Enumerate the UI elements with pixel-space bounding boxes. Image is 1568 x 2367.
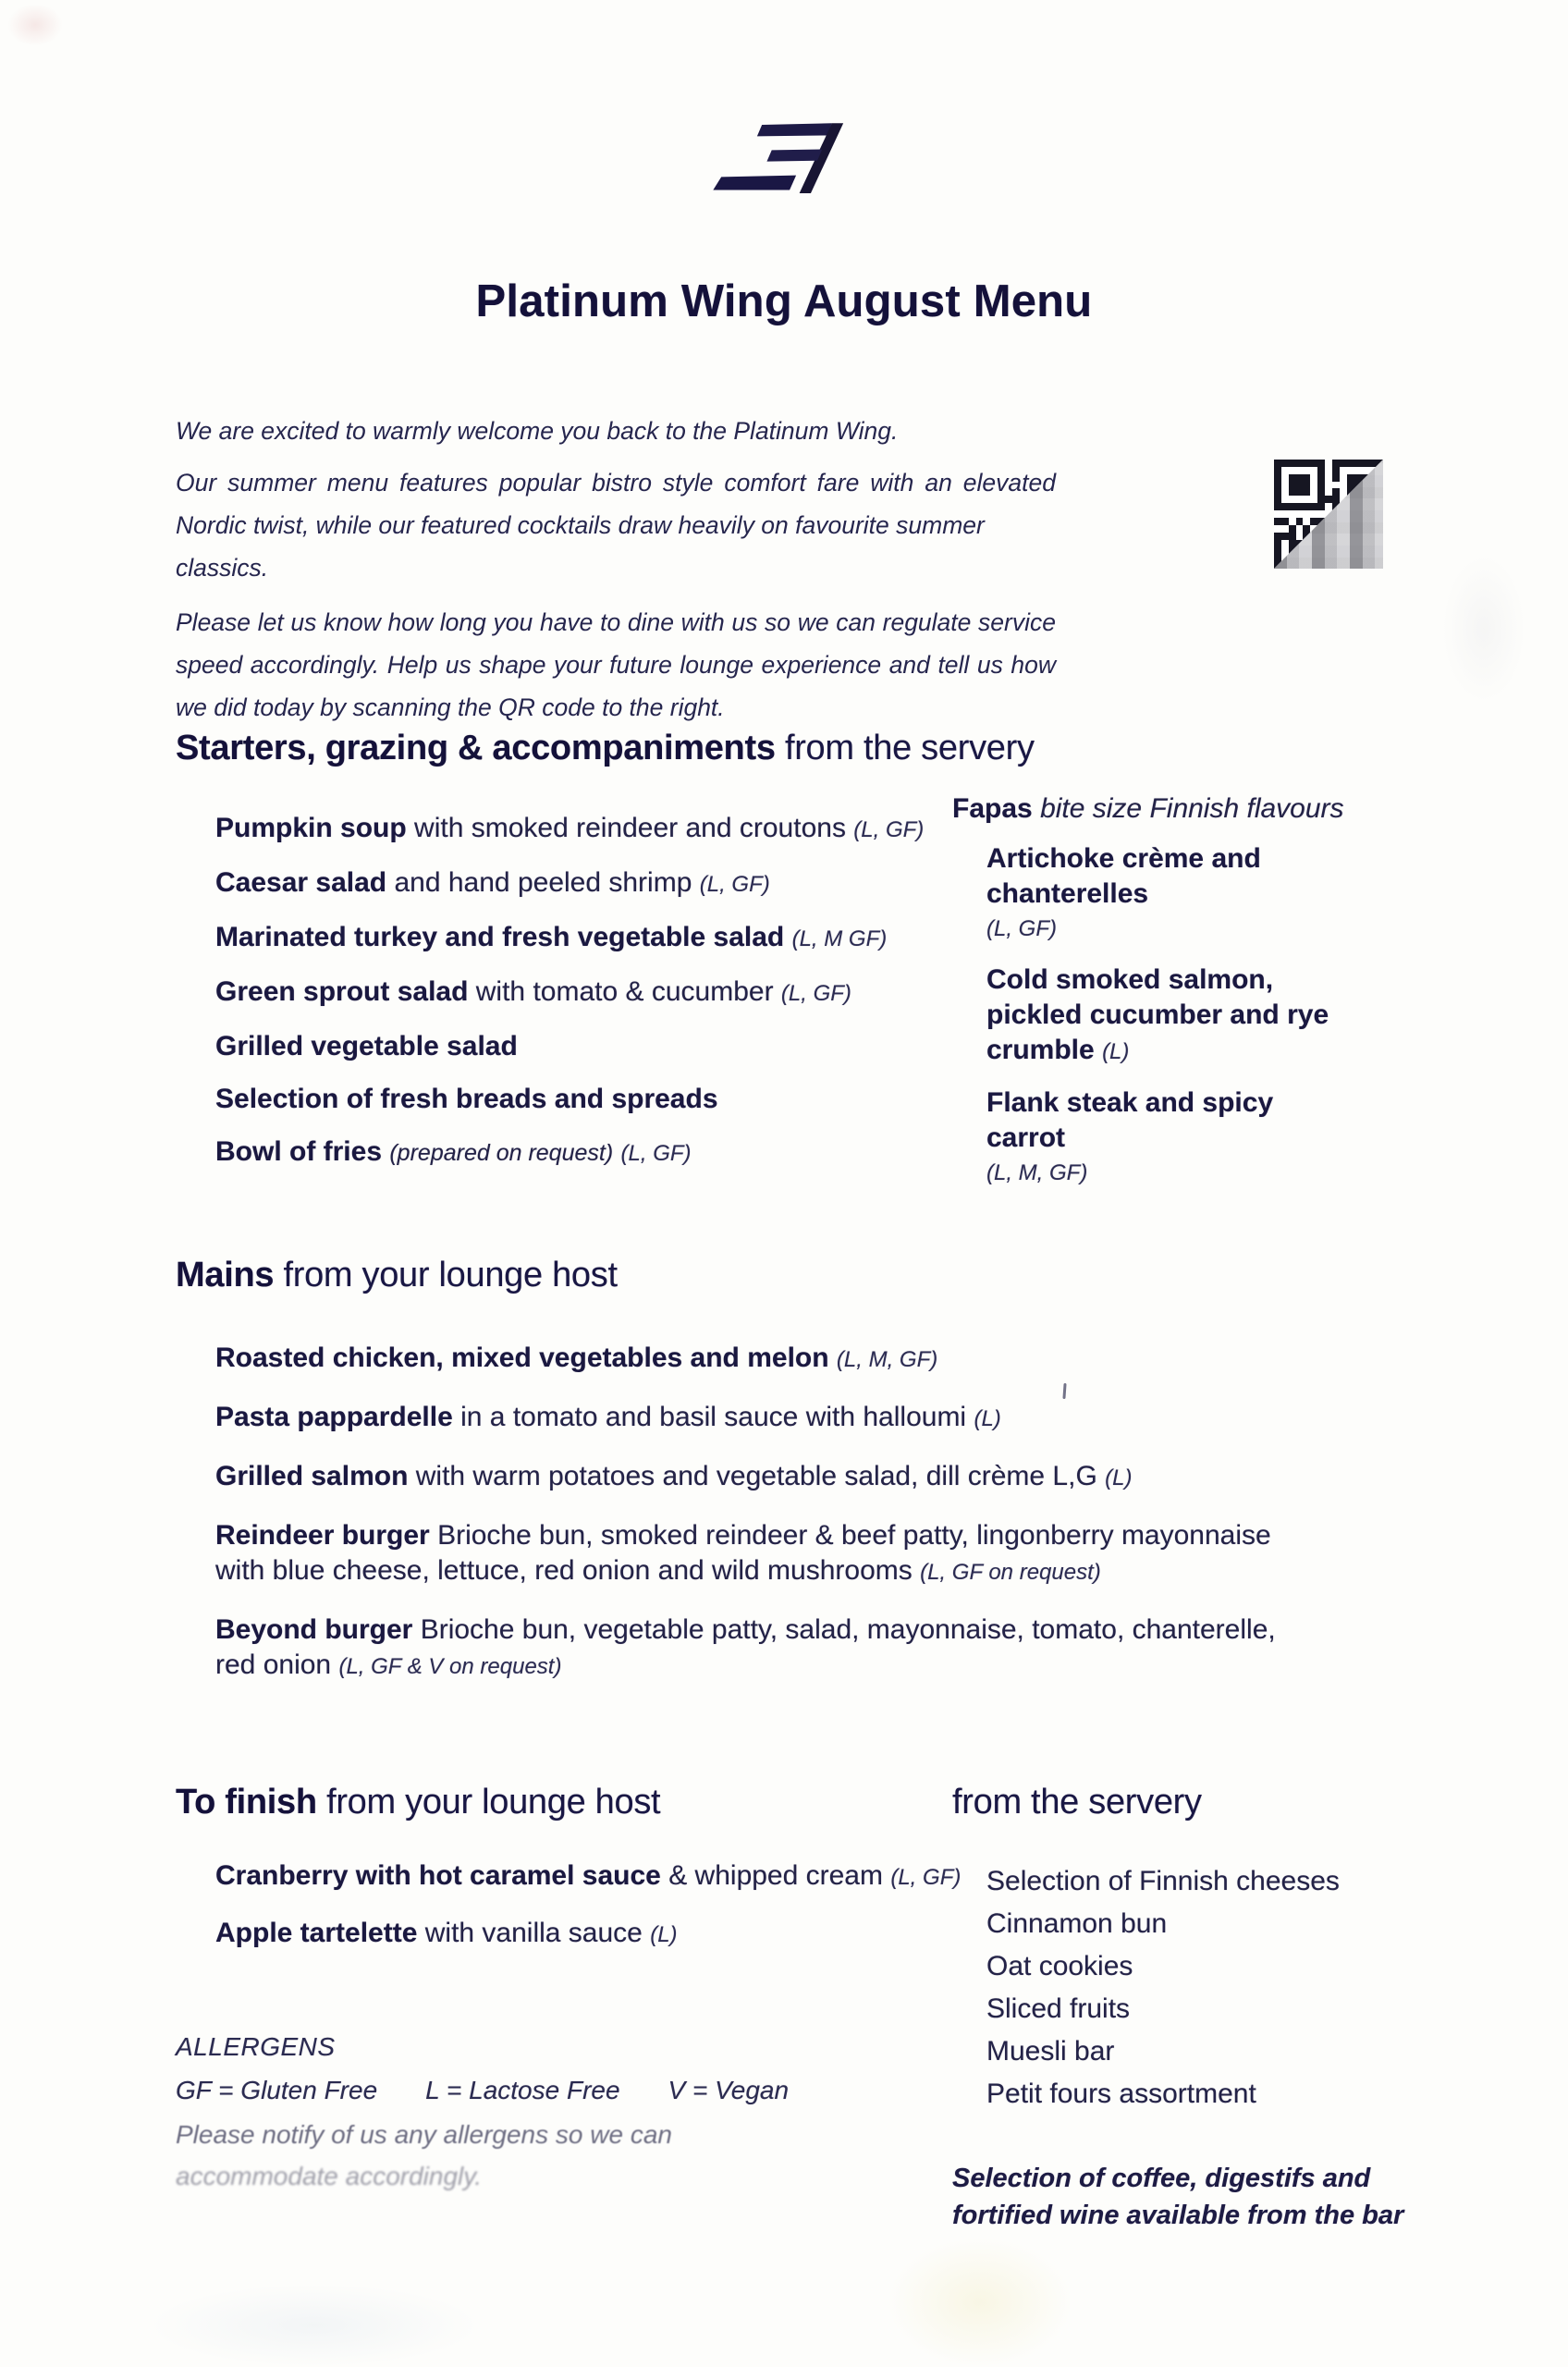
menu-item: Selection of Finnish cheeses (986, 1866, 1340, 1896)
intro-paragraph-service: Please let us know how long you have to dine with us so we can regulate service speed accordingly. Help us shape your future lounge experience and tell us how we did today by scanning the QR code to the right. (176, 608, 1056, 721)
scan-artifact-smudge (888, 2238, 1072, 2367)
scan-artifact-smudge (148, 2284, 481, 2367)
mains-list (215, 1341, 1316, 1707)
feedback-qr-code (1274, 460, 1383, 569)
to-finish-section-heading: To finish from your lounge host (176, 1783, 661, 1821)
allergens-section (176, 2027, 823, 2197)
fapas-heading: Fapas bite size Finnish flavours (952, 793, 1344, 824)
menu-item: Cinnamon bun (986, 1908, 1168, 1939)
allergen-legend-entry: V = Vegan (668, 2076, 790, 2104)
bar-note: Selection of coffee, digestifs and fortified wine available from the bar (952, 2164, 1404, 2230)
menu-item: Beyond burger Brioche bun, vegetable patty, salad, mayonnaise, tomato, chanterelle, red onion (L, GF & V on request) (215, 1614, 1276, 1680)
allergen-note-line2: accommodate accordingly. (176, 2162, 482, 2190)
menu-item: Muesli bar (986, 2036, 1115, 2067)
page-title: Platinum Wing August Menu (475, 276, 1093, 326)
menu-item: Cold smoked salmon, pickled cucumber and rye crumble (L) (986, 964, 1329, 1065)
starters-section-heading: Starters, grazing & accompaniments from the servery (176, 729, 1035, 767)
menu-item: Grilled vegetable salad (215, 1031, 518, 1061)
menu-item: Cranberry with hot caramel sauce & whipped cream (L, GF) (215, 1860, 962, 1891)
allergens-heading: ALLERGENS (176, 2032, 336, 2061)
fapas-section (952, 791, 1368, 1207)
fapas-list (986, 841, 1356, 1191)
menu-item: Selection of fresh breads and spreads (215, 1084, 718, 1114)
scan-artifact-smudge (7, 4, 63, 46)
starters-list (215, 812, 992, 1190)
menu-item: Artichoke crème and chanterelles (L, GF) (986, 843, 1261, 941)
menu-item: Pumpkin soup with smoked reindeer and croutons (L, GF) (215, 813, 925, 843)
mains-section-heading: Mains from your lounge host (176, 1256, 618, 1294)
menu-item: Caesar salad and hand peeled shrimp (L, GF) (215, 867, 770, 898)
allergen-note-line1: Please notify of us any allergens so we can (176, 2120, 672, 2149)
menu-item: Sliced fruits (986, 1993, 1131, 2024)
menu-item: Flank steak and spicy carrot (L, M, GF) (986, 1087, 1274, 1185)
scan-artifact-smudge (1442, 555, 1525, 703)
intro-paragraph-menu: Our summer menu features popular bistro style comfort fare with an elevated Nordic twist, while our featured cocktails draw heavily on favourite summer classics. (176, 469, 1056, 582)
allergen-legend-entry: GF = Gluten Free (176, 2076, 378, 2104)
menu-item: Grilled salmon with warm potatoes and vegetable salad, dill crème L,G (L) (215, 1461, 1133, 1491)
allergen-legend-entry: L = Lactose Free (425, 2076, 620, 2104)
menu-item: Pasta pappardelle in a tomato and basil sauce with halloumi (L) (215, 1402, 1001, 1432)
servery-section-heading: from the servery (952, 1783, 1202, 1821)
menu-item: Bowl of fries (prepared on request) (L, GF) (215, 1136, 692, 1167)
menu-item: Petit fours assortment (986, 2079, 1256, 2109)
to-finish-list (215, 1860, 974, 1975)
menu-item: Green sprout salad with tomato & cucumber (L, GF) (215, 976, 851, 1007)
menu-item: Reindeer burger Brioche bun, smoked reindeer & beef patty, lingonberry mayonnaise with blue cheese, lettuce, red onion and wild mushrooms (L, GF on request) (215, 1520, 1271, 1586)
menu-item: Marinated turkey and fresh vegetable salad (L, M GF) (215, 922, 888, 952)
intro-welcome-line: We are excited to warmly welcome you back to the Platinum Wing. (176, 417, 899, 445)
allergen-legend (176, 2067, 823, 2114)
intro-text (176, 412, 1056, 741)
servery-list (986, 1860, 1421, 2116)
finnair-logo-icon (708, 118, 865, 200)
menu-item: Apple tartelette with vanilla sauce (L) (215, 1918, 678, 1948)
menu-item: Oat cookies (986, 1951, 1133, 1981)
menu-item: Roasted chicken, mixed vegetables and melon (L, M, GF) (215, 1343, 938, 1373)
